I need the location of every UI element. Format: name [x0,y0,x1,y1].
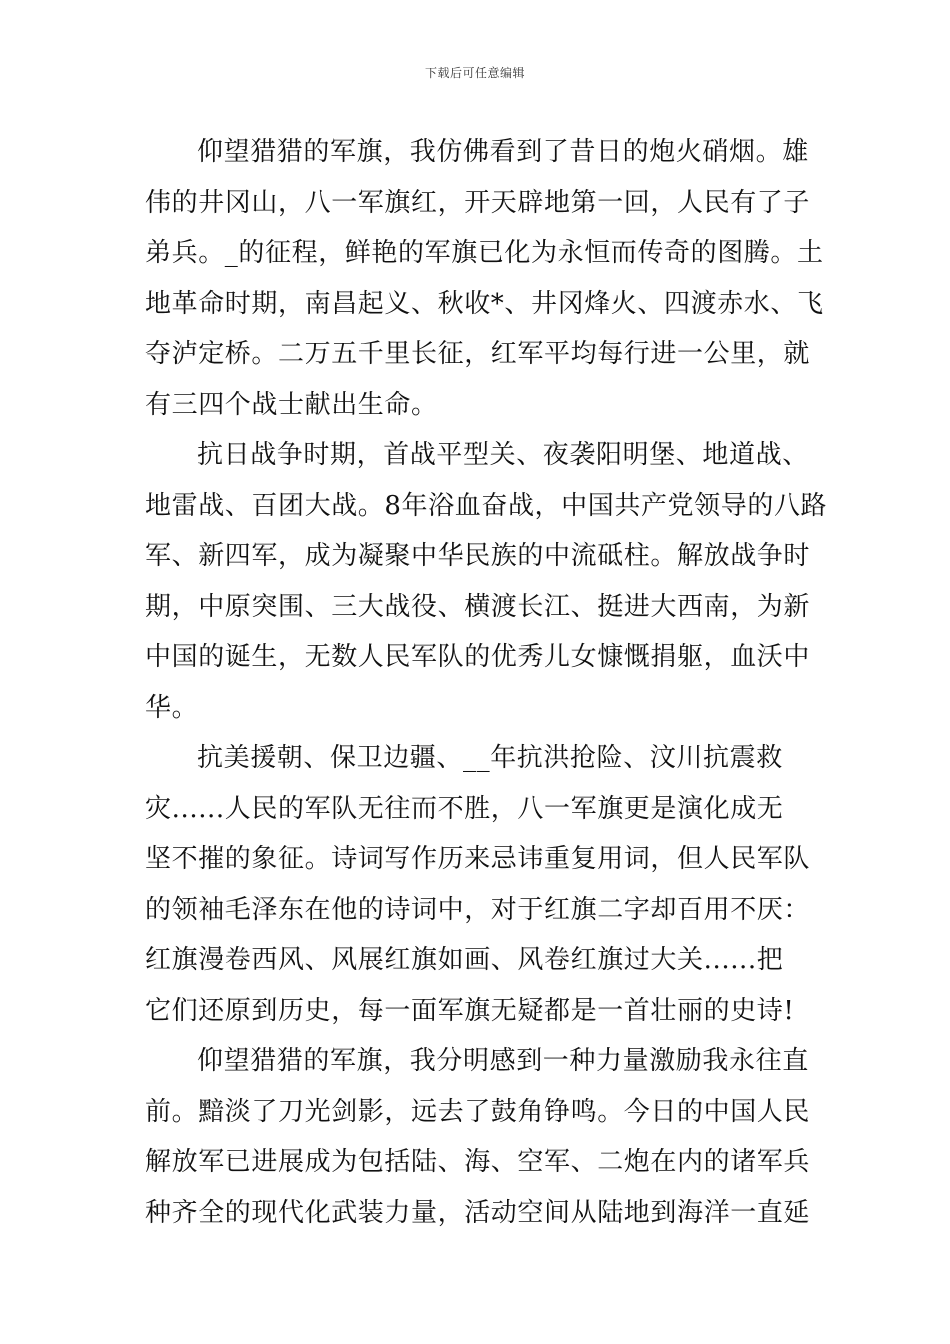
text-line: 解放军已进展成为包括陆、海、空军、二炮在内的诸军兵 [145,1147,811,1177]
text-line: 灾......人民的军队无往而不胜，八一军旗更是演化成无 [145,793,784,824]
text-line: 抗美援朝、保卫边疆、__年抗洪抢险、汶川抗震救 [197,743,783,773]
text-line: 华。 [145,692,199,723]
text-line: 仰望猎猎的军旗，我分明感到一种力量激励我永往直 [197,1046,809,1076]
body-text [145,127,828,1238]
text-line: 的领袖毛泽东在他的诗词中，对于红旗二字却百用不厌： [145,894,811,925]
text-line: 期，中原突围、三大战役、横渡长江、挺进大西南，为新 [145,591,811,622]
text-line: 坚不摧的象征。诗词写作历来忌讳重复用词，但人民军队 [145,844,811,874]
text-line: 夺泸定桥。二万五千里长征，红军平均每行进一公里，就 [145,339,811,369]
text-line: 有三四个战士献出生命。 [145,389,438,420]
text-line: 前。黯淡了刀光剑影，远去了鼓角铮鸣。今日的中国人民 [145,1096,811,1127]
text-line: 地雷战、百团大战。8年浴血奋战，中国共产党领导的八路 [145,490,828,521]
text-line: 弟兵。_的征程，鲜艳的军旗已化为永恒而传奇的图腾。土 [145,238,824,268]
text-line: 中国的诞生，无数人民军队的优秀儿女慷慨捐躯，血沃中 [145,642,811,672]
text-line: 抗日战争时期，首战平型关、夜袭阳明堡、地道战、 [197,440,809,470]
text-line: 红旗漫卷西风、风展红旗如画、风卷红旗过大关......把 [145,945,784,975]
text-line: 它们还原到历史，每一面军旗无疑都是一首壮丽的史诗! [145,995,795,1026]
text-line: 种齐全的现代化武装力量，活动空间从陆地到海洋一直延 [145,1197,811,1228]
text-line: 伟的井冈山，八一军旗红，开天辟地第一回，人民有了子 [145,187,811,218]
text-line: 地革命时期，南昌起义、秋收*、井冈烽火、四渡赤水、飞 [145,288,824,319]
text-line: 军、新四军，成为凝聚中华民族的中流砥柱。解放战争时 [145,541,811,571]
page-header: 下载后可任意编辑 [424,66,525,80]
text-line: 仰望猎猎的军旗，我仿佛看到了昔日的炮火硝烟。雄 [197,137,809,167]
